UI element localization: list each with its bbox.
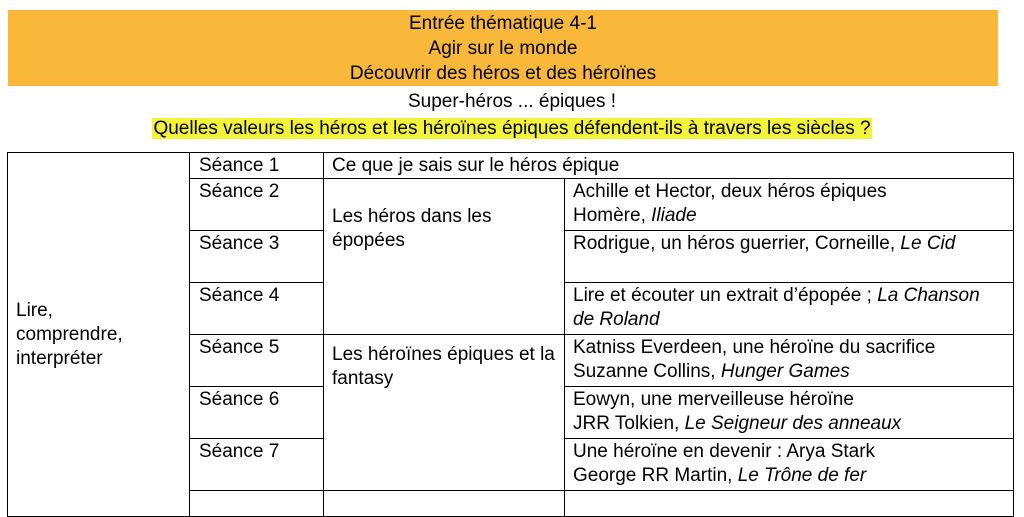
theme-cell <box>324 491 565 517</box>
work-title: Hunger Games <box>720 361 850 382</box>
content-line: Lire et écouter un extrait d’épopée ; <box>573 285 878 306</box>
seance-label: Séance 1 <box>190 153 324 179</box>
banner-line-3: Découvrir des héros et des héroïnes <box>349 63 657 84</box>
theme-banner <box>8 10 998 86</box>
seance-content: Ce que je sais sur le héros épique <box>324 153 1014 179</box>
author: George RR Martin, <box>573 465 738 486</box>
seance-content <box>565 179 1014 231</box>
skill-line: comprendre, <box>16 324 123 345</box>
seance-label: Séance 7 <box>190 439 324 491</box>
seance-content <box>565 387 1014 439</box>
seance-content <box>565 283 1014 335</box>
content-line: Rodrigue, un héros guerrier, Corneille, <box>573 233 901 254</box>
seance-content <box>565 335 1014 387</box>
work-title: Le Trône de fer <box>737 465 867 486</box>
skill-line: Lire, <box>16 300 53 321</box>
seance-label: Séance 2 <box>190 179 324 231</box>
content-line: Katniss Everdeen, une héroïne du sacrifice <box>573 337 936 358</box>
seance-label: Séance 5 <box>190 335 324 387</box>
skill-line: interpréter <box>16 348 103 369</box>
seance-label: Séance 3 <box>190 231 324 283</box>
sequence-title: Super-héros ... épiques ! <box>407 91 617 112</box>
content-line <box>573 360 1005 384</box>
content-line <box>573 464 1005 488</box>
author: JRR Tolkien, <box>573 413 685 434</box>
content-line: Eowyn, une merveilleuse héroïne <box>573 389 854 410</box>
content-line <box>573 412 1005 436</box>
work-title: La Chanson de Roland <box>573 285 980 330</box>
theme-cell <box>324 335 565 491</box>
work-title: Le Cid <box>900 233 956 254</box>
seance-content <box>565 439 1014 491</box>
problem-question: Quelles valeurs les héros et les héroïnes épiques défendent-ils à travers les siècles ? <box>153 118 871 139</box>
seance-content <box>565 231 1014 283</box>
problem-question-row <box>0 116 1024 141</box>
sequence-table <box>7 152 1014 517</box>
author: Homère, <box>573 205 652 226</box>
seance-label: Séance 4 <box>190 283 324 335</box>
content-line <box>573 204 1005 228</box>
content-line: Achille et Hector, deux héros épiques <box>573 181 887 202</box>
seance-label <box>190 491 324 517</box>
work-title: Le Seigneur des anneaux <box>684 413 902 434</box>
theme-cell: Les héros dans les épopées <box>324 179 565 335</box>
author: Suzanne Collins, <box>573 361 721 382</box>
seance-content <box>565 491 1014 517</box>
banner-line-1: Entrée thématique 4-1 <box>408 13 597 34</box>
table-row <box>8 153 1014 179</box>
content-line: Une héroïne en devenir : Arya Stark <box>573 441 876 462</box>
theme-text: Les héroïnes épiques et la fantasy <box>332 344 555 389</box>
seance-label: Séance 6 <box>190 387 324 439</box>
work-title: Iliade <box>651 205 697 226</box>
banner-line-2: Agir sur le monde <box>428 38 578 59</box>
skill-cell <box>8 153 190 517</box>
